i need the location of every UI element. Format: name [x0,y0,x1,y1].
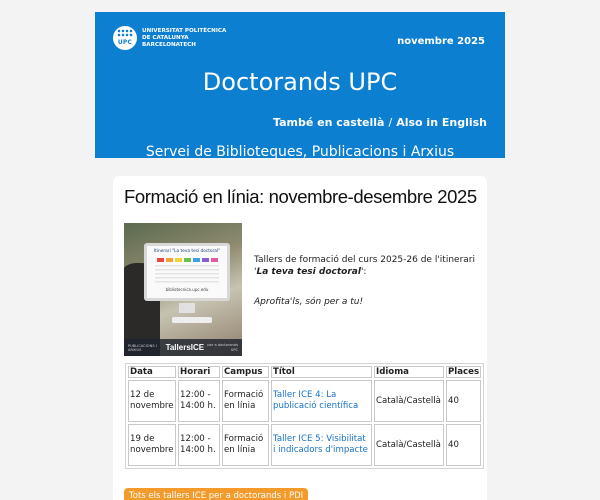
link-castellano[interactable]: També en castellà [273,116,385,129]
intro-paragraph [254,254,482,307]
language-separator: / [388,116,393,129]
cell-title [271,424,372,466]
monitor-url: bibliotecnica.upc.edu [165,287,209,292]
intro-text: Tallers de formació del curs 2025-26 de l'itinerari [254,255,475,265]
monitor-color-bars [147,258,227,262]
monitor-icon [144,243,230,301]
upc-logo[interactable] [113,26,226,50]
logo-line-2: DE CATALUNYA [142,34,189,41]
sessions-table [125,363,484,469]
cell-language: Català/Castellà [374,380,444,422]
cell-date: 19 de novembre [128,424,176,466]
header-title: Títol [271,366,372,378]
header-campus: Campus [222,366,269,378]
header-language: Idioma [374,366,444,378]
table-row [128,380,481,422]
logo-upc-text: UPC [117,39,133,46]
all-workshops-button[interactable]: Tots els tallers ICE per a doctorands i PDI [124,488,308,500]
cell-places: 40 [446,424,481,466]
upc-logo-icon [113,26,137,50]
keyboard-icon [172,317,212,323]
cell-campus: Formació en línia [222,380,269,422]
workshop-link[interactable]: Taller ICE 5: Visibilitat i indicadors d'impacte [273,434,368,455]
cell-campus: Formació en línia [222,424,269,466]
link-english[interactable]: Also in English [396,116,487,129]
strip-brand: TallersICE [165,343,205,352]
language-links [273,116,487,129]
cell-time: 12:00 - 14:00 h. [178,424,220,466]
intro-cta: Aprofita'ls, són per a tu! [254,297,364,307]
intro-quote-close: ': [360,267,367,277]
strip-right-text: per a doctorands UPC [207,342,238,352]
promo-image[interactable] [124,223,242,356]
newsletter-title: Doctorands UPC [202,68,398,96]
logo-line-1: UNIVERSITAT POLITÈCNICA [142,27,227,34]
service-name: Servei de Biblioteques, Publicacions i Arxius [145,144,455,160]
issue-date: novembre 2025 [397,36,485,47]
workshop-link[interactable]: Taller ICE 4: La publicació científica [273,390,359,411]
monitor-content-rows [155,265,219,285]
newsletter-header [95,12,505,158]
monitor-screen-title: Itinerari "La teva tesi doctoral" [153,249,221,254]
monitor-stand [179,303,195,313]
cell-time: 12:00 - 14:00 h. [178,380,220,422]
cell-language: Català/Castellà [374,424,444,466]
header-places: Places [448,367,480,377]
intro-quote-open: ' [254,267,257,277]
logo-line-3: BARCELONATECH [142,41,196,48]
header-time: Horari [178,366,220,378]
intro-itinerary-name: La teva tesi doctoral [256,267,361,277]
cell-date: 12 de novembre [128,380,176,422]
article-title: Formació en línia: novembre-desembre 2025 [124,186,477,207]
strip-left-text: PUBLICACIONS I ARXIUS [128,343,157,352]
cell-title [271,380,372,422]
article-card [113,176,487,500]
logo-text [142,28,226,49]
table-row [128,424,481,466]
table-header-row [128,366,481,378]
logo-dots-icon [117,29,133,37]
header-date: Data [128,366,176,378]
promo-strip [124,339,242,356]
cell-places: 40 [446,380,481,422]
